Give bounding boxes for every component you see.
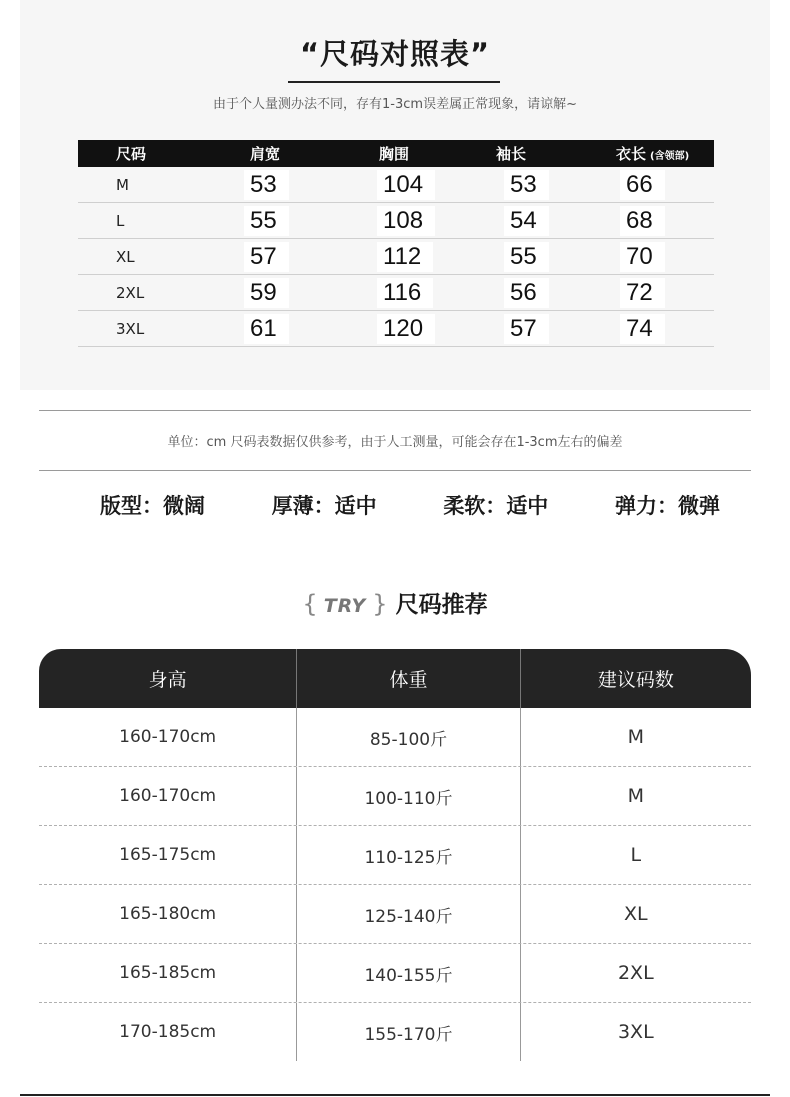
measure-cell — [323, 278, 448, 308]
table-row — [78, 311, 714, 347]
measure-cell — [323, 314, 448, 344]
weight-cell: 85-100斤 — [296, 708, 519, 766]
unit-note: 单位：cm 尺码表数据仅供参考，由于人工测量，可能会存在1-3cm左右的偏差 — [167, 435, 623, 450]
header-sleeve: 袖长 — [496, 145, 527, 163]
height-cell: 165-175cm — [119, 845, 217, 865]
attribute-label: 柔软： — [443, 494, 507, 518]
attribute-thickness — [272, 490, 377, 520]
measure-cell — [566, 170, 714, 200]
measure-value: 61 — [244, 314, 289, 344]
recommended-size-cell: L — [520, 826, 751, 884]
measure-value: 104 — [377, 170, 435, 200]
table-row — [39, 767, 751, 826]
table-row — [39, 944, 751, 1003]
measure-cell — [448, 278, 566, 308]
size-cell: 2XL — [116, 283, 145, 302]
weight-cell: 155-170斤 — [296, 1003, 519, 1061]
measure-value: 70 — [620, 242, 665, 272]
header-shoulder: 肩宽 — [250, 145, 281, 163]
header-weight: 体重 — [296, 649, 519, 708]
measure-cell — [198, 170, 323, 200]
measure-value: 120 — [377, 314, 435, 344]
table-row — [39, 708, 751, 767]
header-length-note: (含领部) — [650, 151, 690, 162]
measure-value: 56 — [504, 278, 549, 308]
measure-value: 72 — [620, 278, 665, 308]
recommend-table — [39, 649, 751, 1061]
height-cell: 170-185cm — [119, 1022, 217, 1042]
weight-cell: 125-140斤 — [296, 885, 519, 943]
weight-cell: 140-155斤 — [296, 944, 519, 1002]
measure-value: 57 — [504, 314, 549, 344]
header-recommended-size: 建议码数 — [520, 649, 751, 708]
attribute-elasticity — [615, 490, 720, 520]
header-size: 尺码 — [116, 145, 147, 163]
measure-value: 55 — [244, 206, 289, 236]
try-word: TRY — [323, 595, 367, 617]
table-row — [39, 826, 751, 885]
height-cell: 160-170cm — [119, 786, 217, 806]
size-cell: L — [116, 211, 125, 230]
recommend-title-text: 尺码推荐 — [395, 592, 488, 618]
attribute-value: 适中 — [506, 494, 549, 518]
size-chart-header-row — [78, 140, 714, 167]
measure-cell — [566, 206, 714, 236]
measure-cell — [566, 278, 714, 308]
measure-value: 53 — [244, 170, 289, 200]
table-row — [78, 239, 714, 275]
divider-bottom — [39, 470, 751, 471]
measure-cell — [448, 170, 566, 200]
fabric-attributes — [100, 490, 720, 520]
measure-cell — [566, 242, 714, 272]
recommended-size-cell: M — [520, 708, 751, 766]
measure-cell — [323, 170, 448, 200]
measure-value: 54 — [504, 206, 549, 236]
measure-cell — [323, 206, 448, 236]
measure-cell — [448, 242, 566, 272]
measure-cell — [566, 314, 714, 344]
measure-value: 59 — [244, 278, 289, 308]
measure-value: 53 — [504, 170, 549, 200]
table-row — [78, 203, 714, 239]
attribute-value: 微阔 — [163, 494, 205, 518]
weight-cell: 110-125斤 — [296, 826, 519, 884]
height-cell: 160-170cm — [119, 727, 217, 747]
measure-cell — [198, 278, 323, 308]
weight-cell: 100-110斤 — [296, 767, 519, 825]
page-title: “尺码对照表” — [299, 37, 491, 71]
measure-value: 108 — [377, 206, 435, 236]
size-chart-table — [78, 140, 714, 347]
attribute-fit — [100, 490, 205, 520]
height-cell: 165-180cm — [119, 904, 217, 924]
brace-open: { — [302, 590, 318, 618]
measure-value: 66 — [620, 170, 665, 200]
measure-cell — [448, 314, 566, 344]
measure-value: 116 — [377, 278, 433, 308]
measure-value: 55 — [504, 242, 549, 272]
measure-value: 57 — [244, 242, 289, 272]
recommended-size-cell: 3XL — [520, 1003, 751, 1061]
attribute-value: 微弹 — [677, 494, 720, 518]
recommended-size-cell: 2XL — [520, 944, 751, 1002]
table-row — [78, 275, 714, 311]
header-length — [566, 143, 714, 164]
divider-top — [39, 410, 751, 411]
size-cell: XL — [116, 247, 135, 266]
recommended-size-cell: M — [520, 767, 751, 825]
measure-value: 68 — [620, 206, 665, 236]
header-chest: 胸围 — [379, 145, 410, 163]
attribute-label: 版型： — [100, 494, 163, 518]
measure-cell — [448, 206, 566, 236]
measure-cell — [198, 242, 323, 272]
attribute-label: 厚薄： — [271, 494, 335, 518]
measure-cell — [323, 242, 448, 272]
measure-cell — [198, 314, 323, 344]
measure-value: 74 — [620, 314, 665, 344]
table-row — [78, 167, 714, 203]
attribute-softness — [443, 490, 548, 520]
attribute-label: 弹力： — [614, 494, 678, 518]
table-row — [39, 1003, 751, 1061]
size-cell: 3XL — [116, 319, 145, 338]
attribute-value: 适中 — [334, 494, 377, 518]
measure-value: 112 — [377, 242, 433, 272]
recommend-title — [0, 586, 790, 619]
bottom-rule — [20, 1094, 770, 1096]
title-underline — [288, 81, 500, 83]
size-cell: M — [116, 175, 129, 194]
brace-close: } — [372, 590, 388, 618]
header-height: 身高 — [148, 669, 187, 691]
size-chart-subtitle: 由于个人量测办法不同，存有1-3cm误差属正常现象，请谅解~ — [213, 97, 577, 112]
height-cell: 165-185cm — [119, 963, 217, 983]
header-length-label: 衣长 — [616, 145, 647, 163]
recommended-size-cell: XL — [520, 885, 751, 943]
recommend-header-row — [39, 649, 751, 708]
table-row — [39, 885, 751, 944]
measure-cell — [198, 206, 323, 236]
